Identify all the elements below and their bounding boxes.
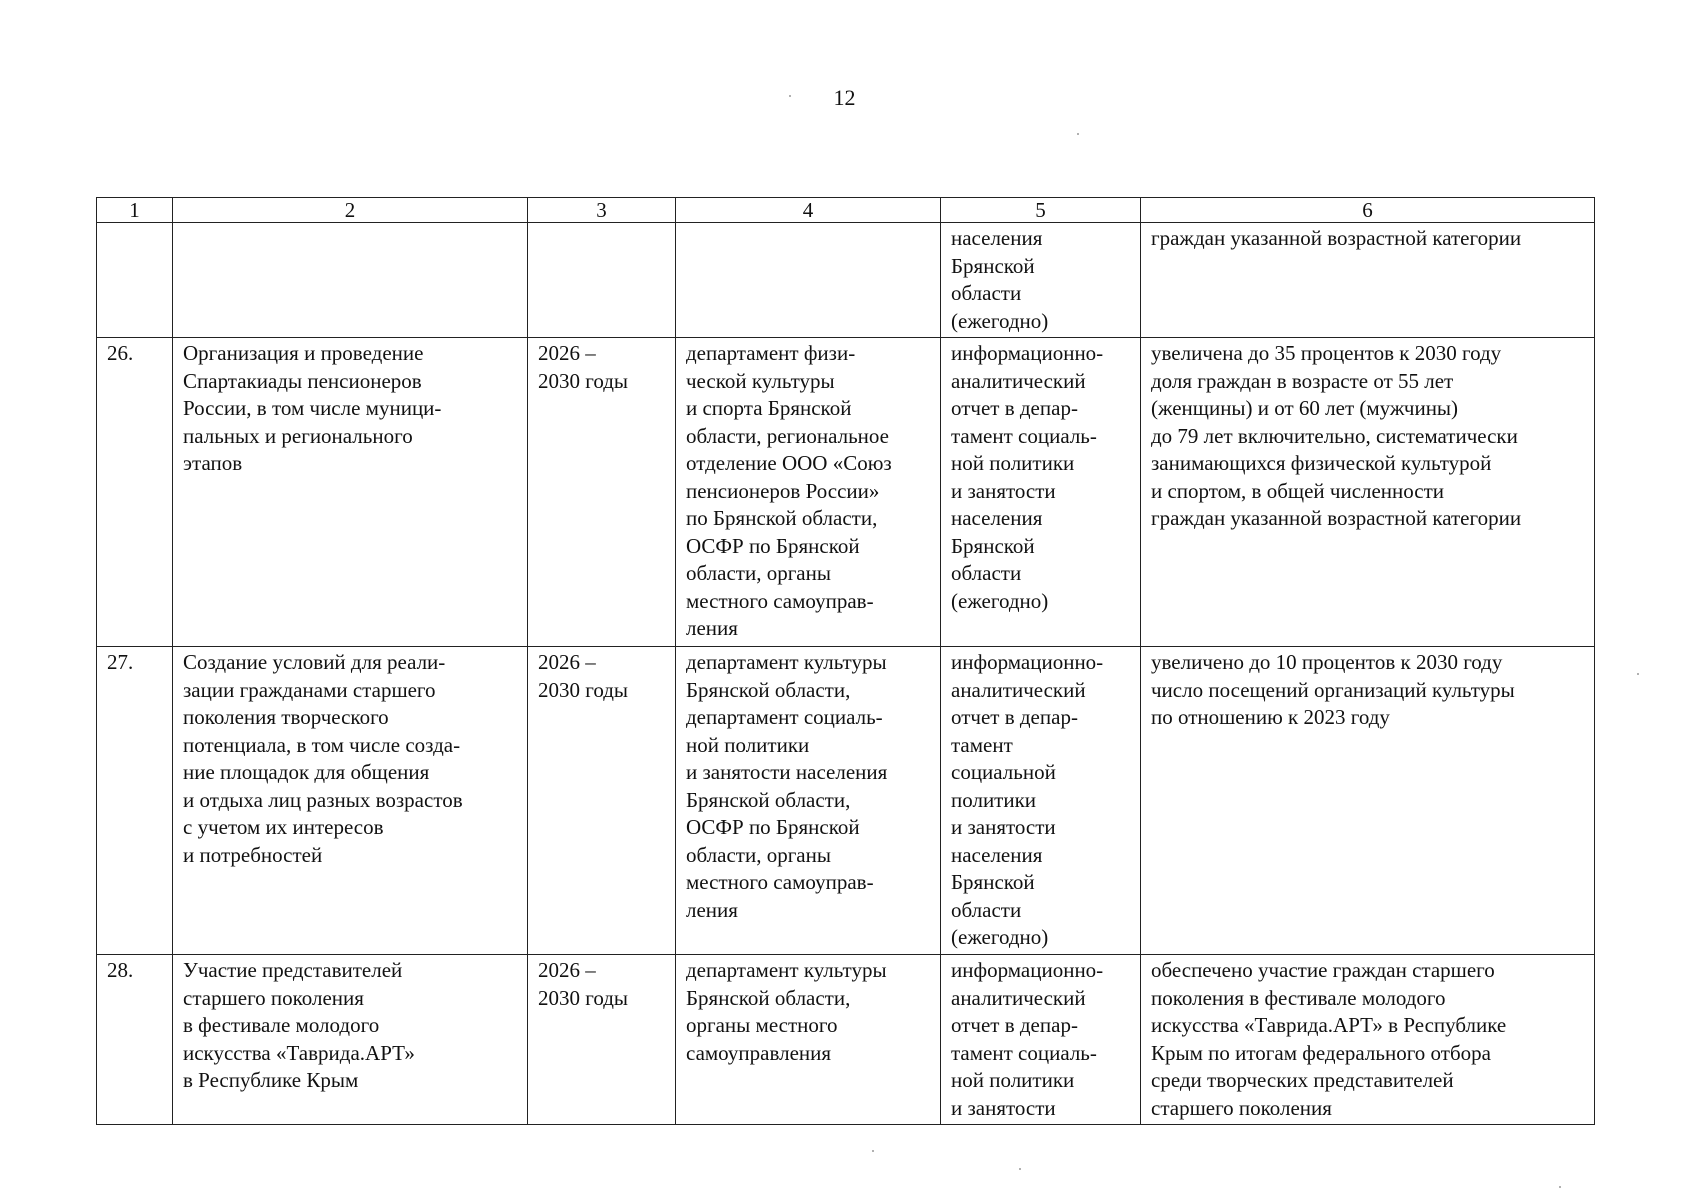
table-row-continuation [97,223,1595,338]
executors-cell: департамент физи- ческой культуры и спорта Брянской области, региональное отделение ООО «Союз пенсионеров России» по Брянской области, ОСФР по Брянской области, органы местного самоуправ- ления [676,338,941,647]
scan-speck [1019,1168,1021,1170]
table-header-row [97,198,1595,223]
result-cell: увеличено до 10 процентов к 2030 году число посещений организаций культуры по отношению к 2023 году [1141,647,1595,955]
column-header-6: 6 [1141,198,1595,223]
report-cell: населения Брянской области (ежегодно) [941,223,1141,338]
scan-speck [789,95,791,97]
executors-cell: департамент культуры Брянской области, органы местного самоуправления [676,955,941,1125]
row-number-cell [97,223,173,338]
period-cell: 2026 – 2030 годы [528,647,676,955]
report-cell: информационно- аналитический отчет в депар- тамент социаль- ной политики и занятости [941,955,1141,1125]
scan-speck [1637,673,1639,675]
result-cell: граждан указанной возрастной категории [1141,223,1595,338]
executors-cell [676,223,941,338]
row-number-cell: 27. [97,647,173,955]
measure-cell: Создание условий для реали- зации гражданами старшего поколения творческого потенциала, в том числе созда- ние площадок для общения и отдыха лиц разных возрастов с учетом их интересов и потребностей [173,647,528,955]
result-cell: увеличена до 35 процентов к 2030 году доля граждан в возрасте от 55 лет (женщины) и от 60 лет (мужчины) до 79 лет включительно, систематически занимающихся физической культурой и спортом, в общей численности граждан указанной возрастной категории [1141,338,1595,647]
column-header-2: 2 [173,198,528,223]
measure-cell: Участие представителей старшего поколения в фестивале молодого искусства «Таврида.АРТ» в Республике Крым [173,955,528,1125]
report-cell: информационно- аналитический отчет в депар- тамент социальной политики и занятости населения Брянской области (ежегодно) [941,647,1141,955]
measure-cell [173,223,528,338]
table-row-28 [97,955,1595,1125]
row-number-cell: 26. [97,338,173,647]
measures-table [96,197,1595,1125]
result-cell: обеспечено участие граждан старшего поколения в фестивале молодого искусства «Таврида.АРТ» в Республике Крым по итогам федерального отбора среди творческих представителей старшего поколения [1141,955,1595,1125]
column-header-3: 3 [528,198,676,223]
page-number: 12 [833,85,856,110]
table-row-27 [97,647,1595,955]
period-cell: 2026 – 2030 годы [528,955,676,1125]
column-header-4: 4 [676,198,941,223]
measure-cell: Организация и проведение Спартакиады пенсионеров России, в том числе муници- пальных и регионального этапов [173,338,528,647]
executors-cell: департамент культуры Брянской области, департамент социаль- ной политики и занятости населения Брянской области, ОСФР по Брянской области, органы местного самоуправ- ления [676,647,941,955]
scan-speck [872,1150,874,1152]
column-header-1: 1 [97,198,173,223]
column-header-5: 5 [941,198,1141,223]
report-cell: информационно- аналитический отчет в депар- тамент социаль- ной политики и занятости населения Брянской области (ежегодно) [941,338,1141,647]
period-cell: 2026 – 2030 годы [528,338,676,647]
row-number-cell: 28. [97,955,173,1125]
scan-speck [1559,1186,1561,1188]
table-row-26 [97,338,1595,647]
scan-speck [1077,133,1079,135]
period-cell [528,223,676,338]
